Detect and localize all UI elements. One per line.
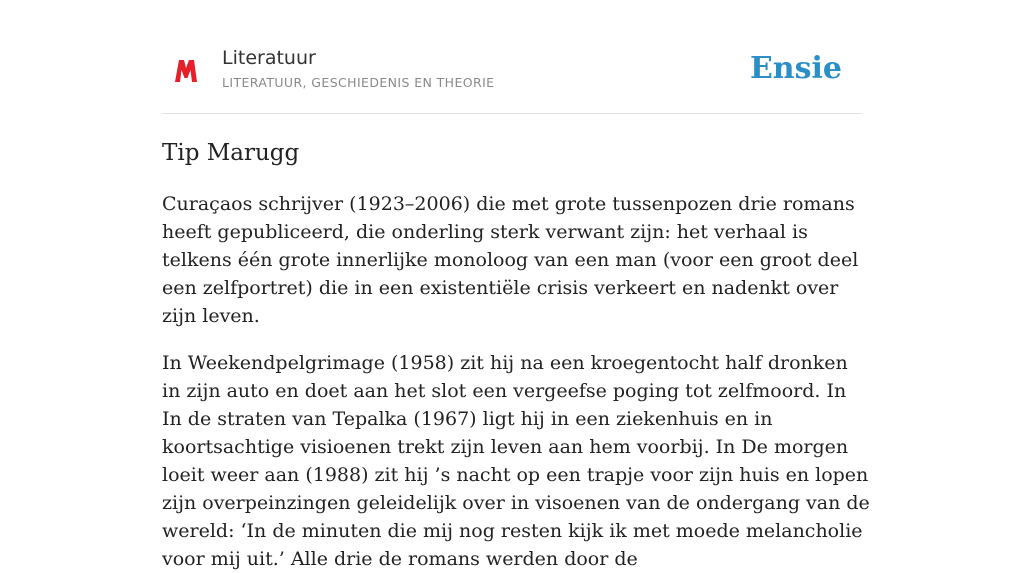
article-paragraph: Curaçaos schrijver (1923–2006) die met grote tussenpozen drie romans heeft gepubliceerd, die onderling sterk verwant zijn: het verhaal is telkens één grote innerlijke monoloog van een man (voor een groot deel een zelfportret) die in een existentiële crisis verkeert en nadenkt over zijn leven. bbox=[162, 193, 859, 327]
site-header bbox=[162, 0, 862, 114]
article-paragraph: In Weekendpelgrimage (1958) zit hij na een kroegentocht half dronken in zijn auto en doet aan het slot een vergeefse poging tot zelfmoord. In In de straten van Tepalka (1967) ligt hij in een ziekenhuis en in koortsachtige visioenen trekt zijn leven aan hem voorbij. In De morgen loeit weer aan (1988) zit hij ’s nacht op een trapje voor zijn huis en lopen zijn overpeinzingen geleidelijk over in visoenen van de ondergang van de wereld: ‘In de minuten die mij nog resten kijk ik met moede melancholie voor mij uit.’ Alle drie de romans werden door de bbox=[162, 352, 870, 570]
brand-logo[interactable]: Ensie bbox=[749, 51, 842, 86]
mm-logo-icon[interactable] bbox=[172, 56, 200, 84]
source-subtitle: LITERATUUR, GESCHIEDENIS EN THEORIE bbox=[222, 75, 495, 90]
article-title: Tip Marugg bbox=[162, 140, 300, 166]
article bbox=[162, 137, 872, 573]
source-title[interactable]: Literatuur bbox=[222, 47, 316, 69]
